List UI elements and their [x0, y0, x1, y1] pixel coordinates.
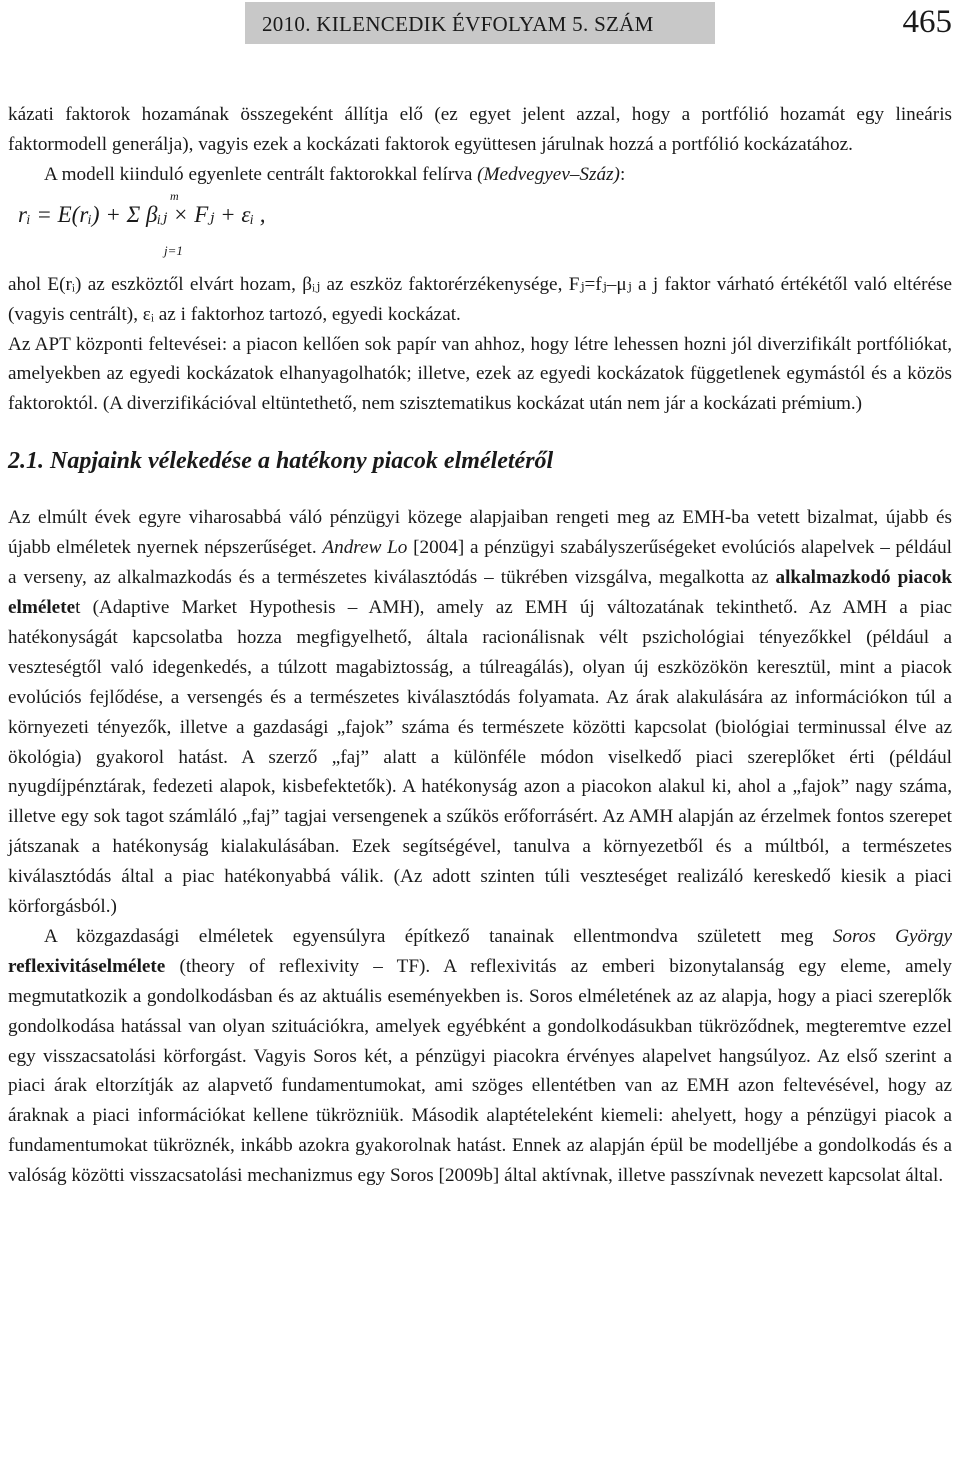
model-intro-colon: : — [619, 163, 626, 185]
equation-main: rᵢ = E(rᵢ) + Σ βᵢⱼ × Fⱼ + εᵢ , — [18, 201, 266, 227]
model-intro-paragraph — [8, 160, 952, 190]
reflexivity-text-1: A közgazdasági elméletek egyensúlyra építkező tanainak ellentmondva született meg — [44, 925, 833, 947]
amh-text-2: [2004] a pénzügyi szabályszerűségeket evolúciós alapelvek – például a verseny, az alkalmazkodás és a természetes kiválasztódás – tükrében vizsgálva, megalkotta az — [8, 537, 953, 589]
reflexivity-text-2: (theory of reflexivity – TF). A reflexivitás az emberi bizonytalanság egy eleme, amely megmutatkozik a gondolkodásban és az aktuális eseményekben is. Soros elméletének az az alapja, hogy a piaci szereplők gondolkodása hatással van olyan szituációkra, amelyek egyébként a gondolkodásukban tükröződnek, megteremtve ezzel egy visszacsatolási körforgást. Vagyis Soros két, a pénzügyi piacokra érvényes alapelvet hangsúlyoz. Az első szerint a piaci árak eltorzítják az alapvető fundamentumokat, ami szöges ellentétben van az EMH azon feltevésével, hogy az áraknak a piaci információkat kellene tükrözniük. Második alaptételeként kiemeli: ahelyett, hogy a pénzügyi piacok a fundamentumokat tükröznék, inkább azokra gyakorolnak hatást. Ennek az alapján épül be modelljébe a gondolkodás és a valóság közötti visszacsatolási mechanizmus egy Soros [2009b] által aktívnak, illetve passzívnak nevezett kapcsolat által. — [8, 955, 952, 1187]
amh-text-3: t (Adaptive Market Hypothesis – AMH), amely az EMH új változatának tekinthető. Az AMH a piac hatékonyságát kapcsolatba hozza megfigyelhető, általa racionálisnak vélt pszichológiai tényezőkkel (például a veszteségtől való idegenkedés, a túlzott magabiztosság, a túlreagálás), olyan új eszközökön keresztül, mint a piacok evolúciós fejlődése, a versengés és a természetes kiválasztódás folyamata. Az árak alakulására az információkon túl a környezeti tényezők, illetve a gazdasági „fajok” száma és természete közötti kapcsolat (biológiai terminussal élve az ökológia) gyakorol hatást. A szerző „faj” alatt a különféle módon viselkedő piaci szereplőket érti (például nyugdíjpénztárak, fedezeti alapok, kisbefektetők). A hatékonyság azon a piacokon alakul ki, ahol a „fajok” nagy száma, illetve egy sok tagot számláló „faj” tagjai versengenek a szűkös erőforrásért. Az AMH alapján az érzelmek fontos szerepet játszanak a hatékonyság kialakulásában. Ezek segítségével, tanulva a környezetből és a múltból, a természetes kiválasztódás által a piac hatékonyabbá válik. (Az adott szinten túli veszteséget realizáló kereskedő kiesik a piaci körforgásból.) — [8, 596, 952, 918]
reflexivity-paragraph — [8, 922, 952, 1191]
intro-paragraph: kázati faktorok hozamának összegeként állítja elő (ez egyet jelent azzal, hogy a portfólió hozamát egy lineáris faktormodell generálja), vagyis ezek a kockázati faktorok együttesen járulnak hozzá a portfólió kockázatához. — [8, 104, 952, 155]
reflexivity-term: reflexivitáselmélete — [8, 955, 166, 977]
author-andrew-lo: Andrew Lo — [322, 537, 408, 559]
amh-text-1: Az elmúlt évek egyre viharosabbá váló pénzügyi közege alapjaiban rengeti meg az EMH-ba vetett bizalmat, újabb és újabb elméletek nyernek népszerűséget. — [8, 507, 952, 559]
apt-assumptions-paragraph: Az APT központi feltevései: a piacon kellően sok papír van ahhoz, hogy létre lehessen hozni jól diverzifikált portfóliókat, amelyekben az egyedi kockázatok elhanyagolhatók; illetve, ezek az egyedi kockázatok függetlenek egymástól és a közös faktoroktól. (A diverzifikációval eltüntethető, nem szisztematikus kockázat után nem jár a kockázati prémium.) — [8, 333, 952, 415]
sum-lower-limit: j=1 — [164, 242, 183, 258]
article-body — [8, 100, 952, 1191]
definitions-paragraph: ahol E(rᵢ) az eszköztől elvárt hozam, βᵢⱼ az eszköz faktorérzékenysége, Fⱼ=fⱼ–μⱼ a j faktor várható értékétől való eltérése (vagyis centrált), εᵢ az i faktorhoz tartozó, egyedi kockázat. — [8, 273, 952, 325]
author-soros: Soros György — [832, 925, 952, 947]
amh-term: alkalmazkodó piacok elmélete — [8, 567, 952, 618]
apt-equation — [8, 190, 952, 270]
journal-header: 2010. KILENCEDIK ÉVFOLYAM 5. SZÁM — [262, 12, 654, 36]
sum-upper-limit: m — [170, 188, 179, 203]
model-intro-text: A modell kiinduló egyenlete centrált faktorokkal felírva — [44, 163, 478, 185]
amh-paragraph — [8, 503, 952, 922]
citation-medvegyev-szaz: (Medvegyev–Száz) — [477, 163, 620, 185]
page-number: 465 — [902, 4, 952, 40]
section-heading: 2.1. Napjaink vélekedése a hatékony piacok elméletéről — [8, 448, 554, 475]
